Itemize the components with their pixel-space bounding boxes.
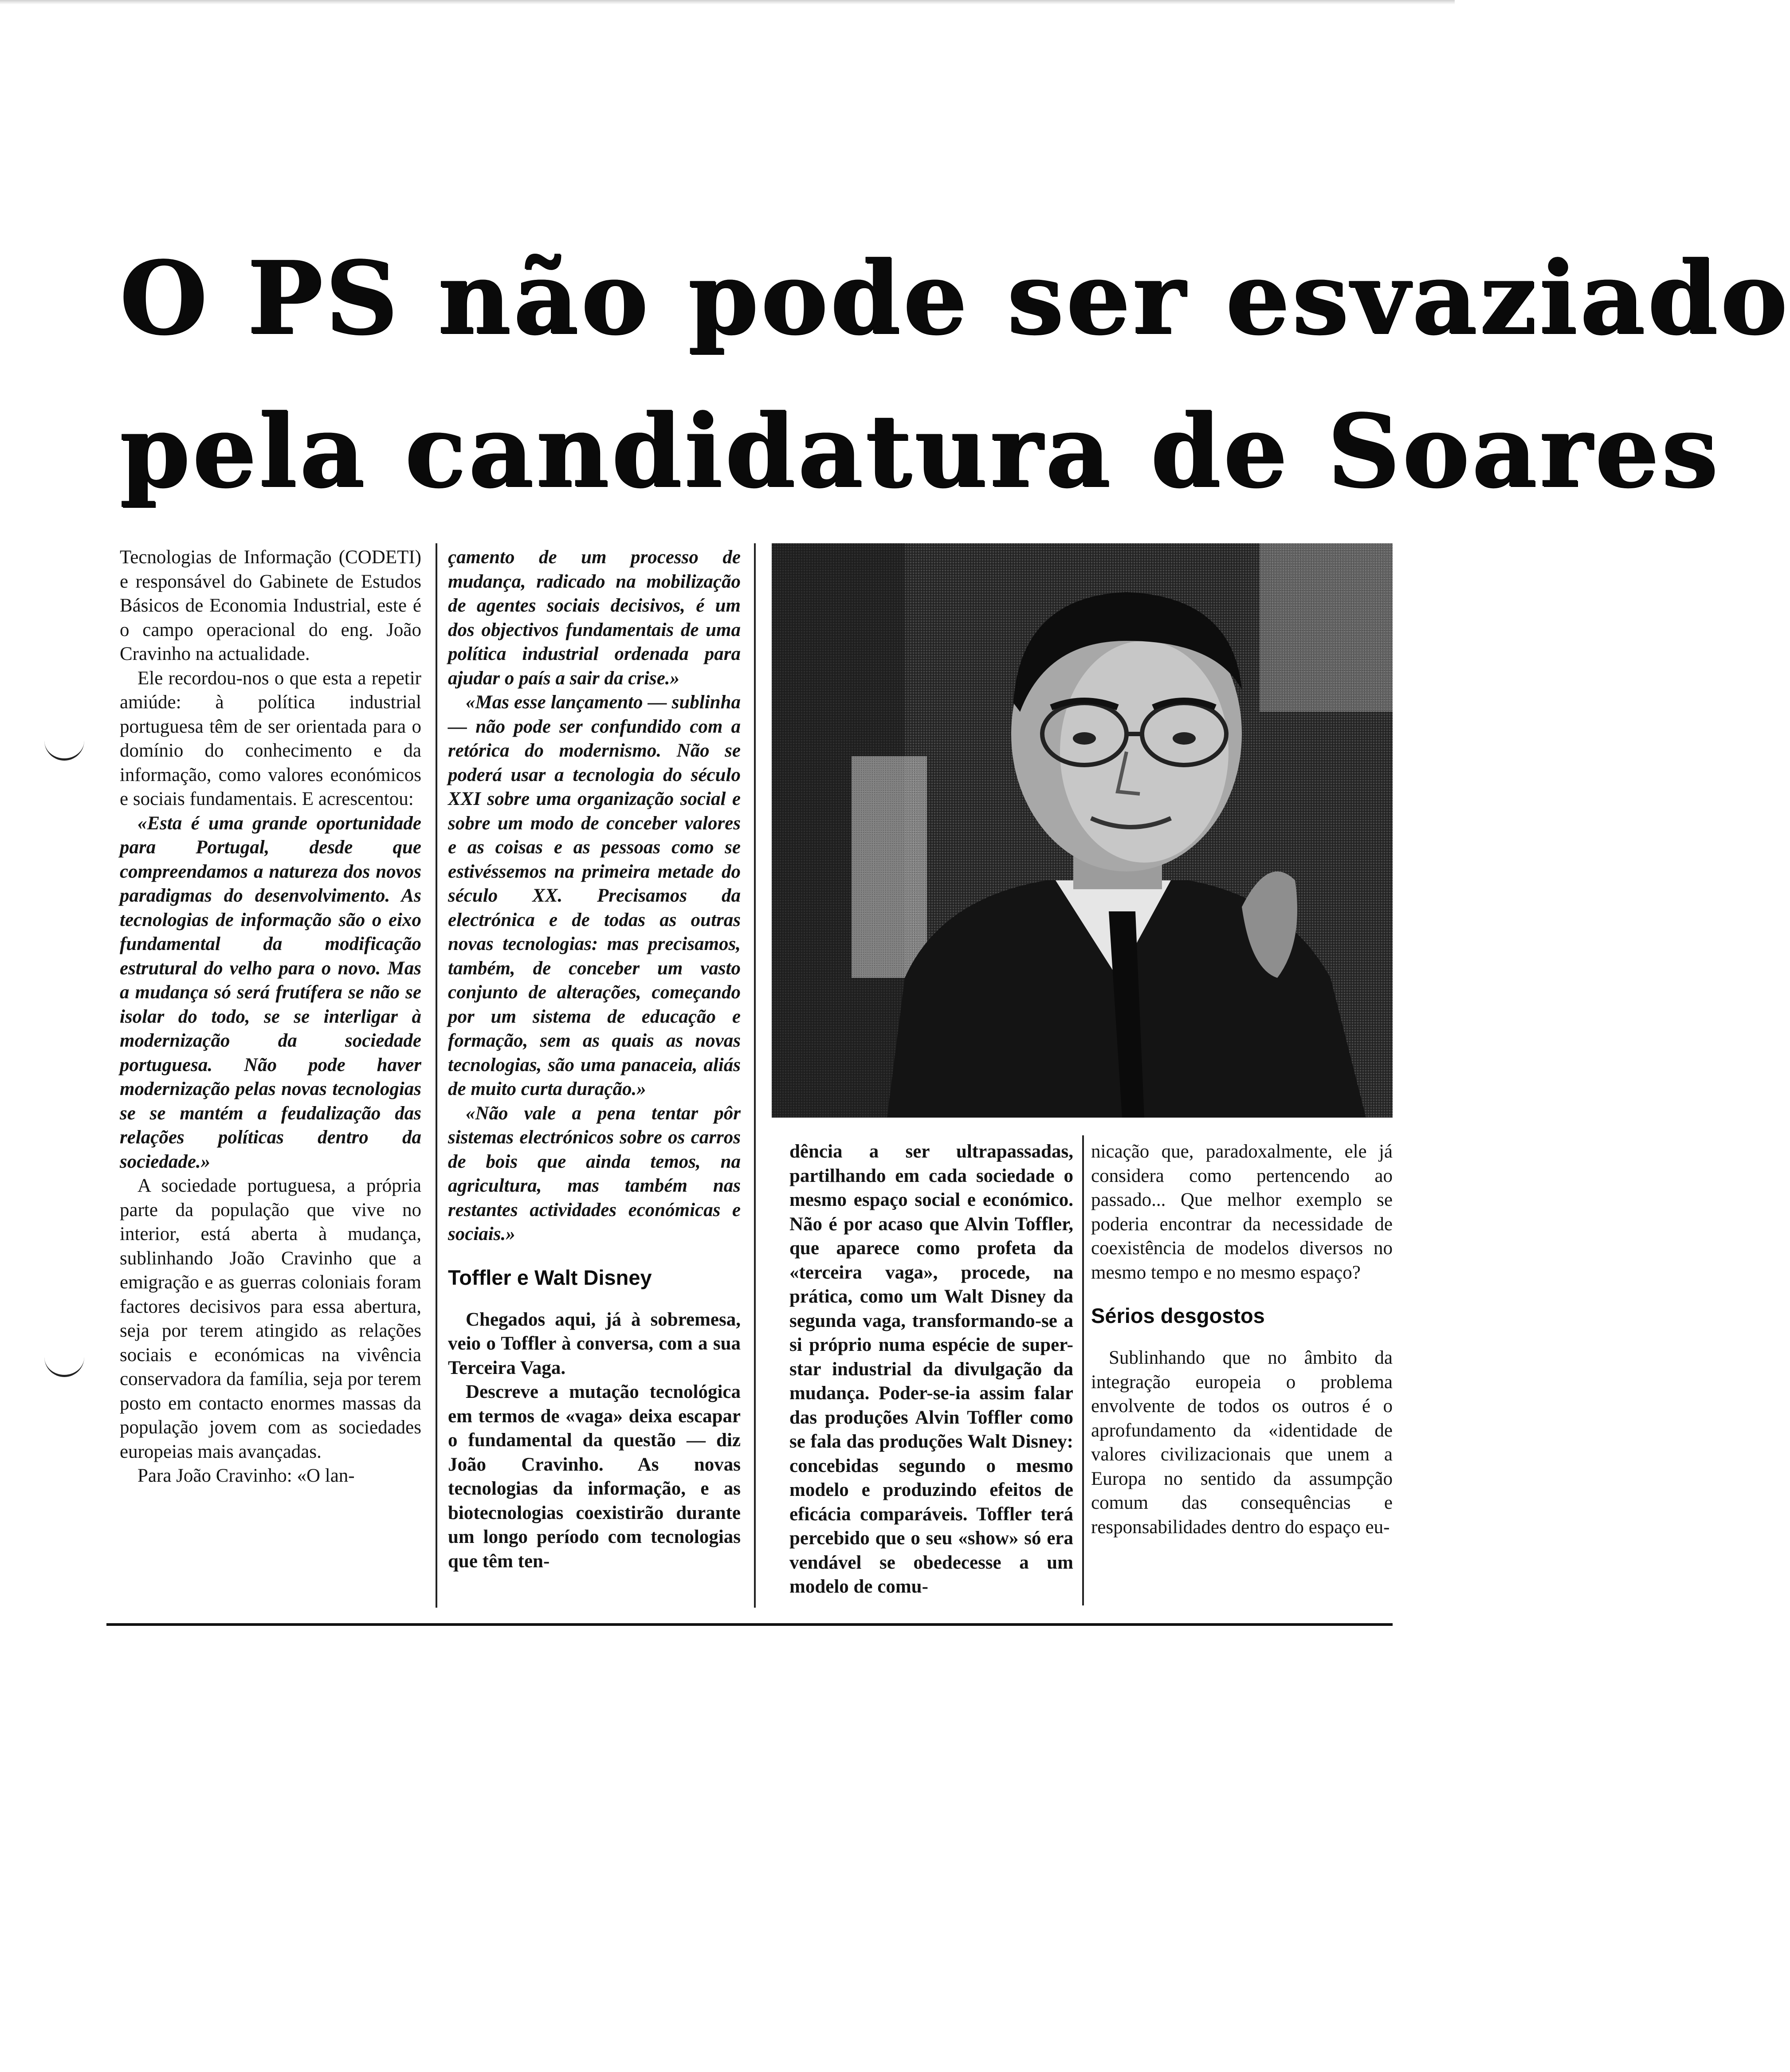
quote-paragraph: çamento de um processo de mudança, radicado na mobilização de agentes sociais decisivos, é um dos objectivos fundamentais de uma política industrial ordenada para ajudar o país a sair da crise.» — [448, 547, 741, 689]
column-rule — [754, 543, 756, 1608]
paragraph: Descreve a mutação tecnológica em termos de «vaga» deixa escapar o fundamental da questão — diz João Cravinho. As novas tecnologias da informação, e as biotecnologias coexistirão durante um longo período com tecnologias que têm ten- — [448, 1381, 741, 1572]
article-column-4 — [1091, 1140, 1393, 1539]
article-column-2 — [448, 545, 741, 1574]
headline-line-2: pela candidatura de Soares — [120, 392, 1721, 510]
article-column-1 — [120, 545, 421, 1488]
paragraph: Para João Cravinho: «O lan- — [137, 1465, 355, 1486]
margin-mark — [44, 1357, 84, 1377]
portrait-photo — [772, 543, 1393, 1118]
margin-mark — [44, 741, 84, 761]
paragraph: A sociedade portuguesa, a própria parte da população que vive no interior, está aberta à mudança, sublinhando João Cravinho que a emigração e as guerras coloniais foram factores decisivos para essa abertura, seja por terem atingido as relações sociais e económicas na vivência conservadora da família, seja por terem posto em contacto enormes massas da população jovem com as sociedades europeias mais avançadas. — [120, 1175, 421, 1462]
portrait-photo-icon — [772, 543, 1393, 1118]
column-rule — [1082, 1135, 1084, 1605]
quote-paragraph: «Mas esse lançamento — sublinha — não pode ser confundido com a retórica do modernismo. Não se poderá usar a tecnologia do século XXI sobre uma organização social e sobre um modo de conceber valores e as coisas e as pessoas como se estivéssemos na primeira metade do século XX. Precisamos da electrónica e de todas as outras novas tecnologias: mas precisamos, também, de conceber um vasto conjunto de alterações, começando por um sistema de educação e formação, sem as quais as novas tecnologias, são uma panaceia, aliás de muito curta duração.» — [448, 692, 741, 1099]
scan-edge-shadow — [0, 0, 1455, 4]
paragraph: Tecnologias de Informação (CODETI) e responsável do Gabinete de Estudos Básicos de Economia Industrial, este é o campo operacional do eng. João Cravinho na actualidade. — [120, 547, 421, 664]
paragraph: Sublinhando que no âmbito da integração europeia o problema envolvente de todos os outros é o aprofundamento da «identidade de valores civilizacionais que unem a Europa no sentido da assumpção comum das consequências e responsabilidades dentro do espaço eu- — [1091, 1347, 1393, 1538]
column-rule — [436, 543, 437, 1608]
section-subhead: Sérios desgostos — [1091, 1304, 1265, 1327]
bottom-rule — [106, 1623, 1393, 1626]
section-subhead: Toffler e Walt Disney — [448, 1265, 652, 1289]
headline-line-1: O PS não pode ser esvaziado — [120, 239, 1790, 357]
quote-paragraph: «Esta é uma grande oportunidade para Portugal, desde que compreendamos a natureza dos novos paradigmas do desenvolvimento. As tecnologias de informação são o eixo fundamental da modificação estrutural do velho para o novo. Mas a mudança só será frutífera se não se isolar do todo, se se interligar à modernização da sociedade portuguesa. Não pode haver modernização pelas novas tecnologias se se mantém a feudalização das relações políticas dentro da sociedade.» — [120, 812, 421, 1172]
article-column-3 — [789, 1140, 1073, 1599]
paragraph: nicação que, paradoxalmente, ele já considera como pertencendo ao passado... Que melhor exemplo se poderia encontrar da necessidade de coexistência de modelos diversos no mesmo tempo e no mesmo espaço? — [1091, 1141, 1393, 1283]
quote-paragraph: «Não vale a pena tentar pôr sistemas electrónicos sobre os carros de bois que ainda temos, na agricultura, mas também nas restantes actividades económicas e sociais.» — [448, 1103, 741, 1244]
paragraph: Ele recordou-nos o que esta a repetir amiúde: à política industrial portuguesa têm de ser orientada para o domínio do conhecimento e da informação, como valores económicos e sociais fundamentais. E acrescentou: — [120, 667, 421, 809]
paragraph: dência a ser ultrapassadas, partilhando em cada sociedade o mesmo espaço social e económico. Não é por acaso que Alvin Toffler, que aparece como profeta da «terceira vaga», procede, na prática, como um Walt Disney da segunda vaga, transformando-se a si próprio numa espécie de super-star industrial da divulgação da mudança. Poder-se-ia assim falar das produções Alvin Toffler como se fala das produções Walt Disney: concebidas segundo o mesmo modelo e produzindo efeitos de eficácia comparáveis. Toffler terá percebido que o seu «show» só era vendável se obedecesse a um modelo de comu- — [789, 1141, 1073, 1597]
paragraph: Chegados aqui, já à sobremesa, veio o Toffler à conversa, com a sua Terceira Vaga. — [448, 1309, 741, 1378]
